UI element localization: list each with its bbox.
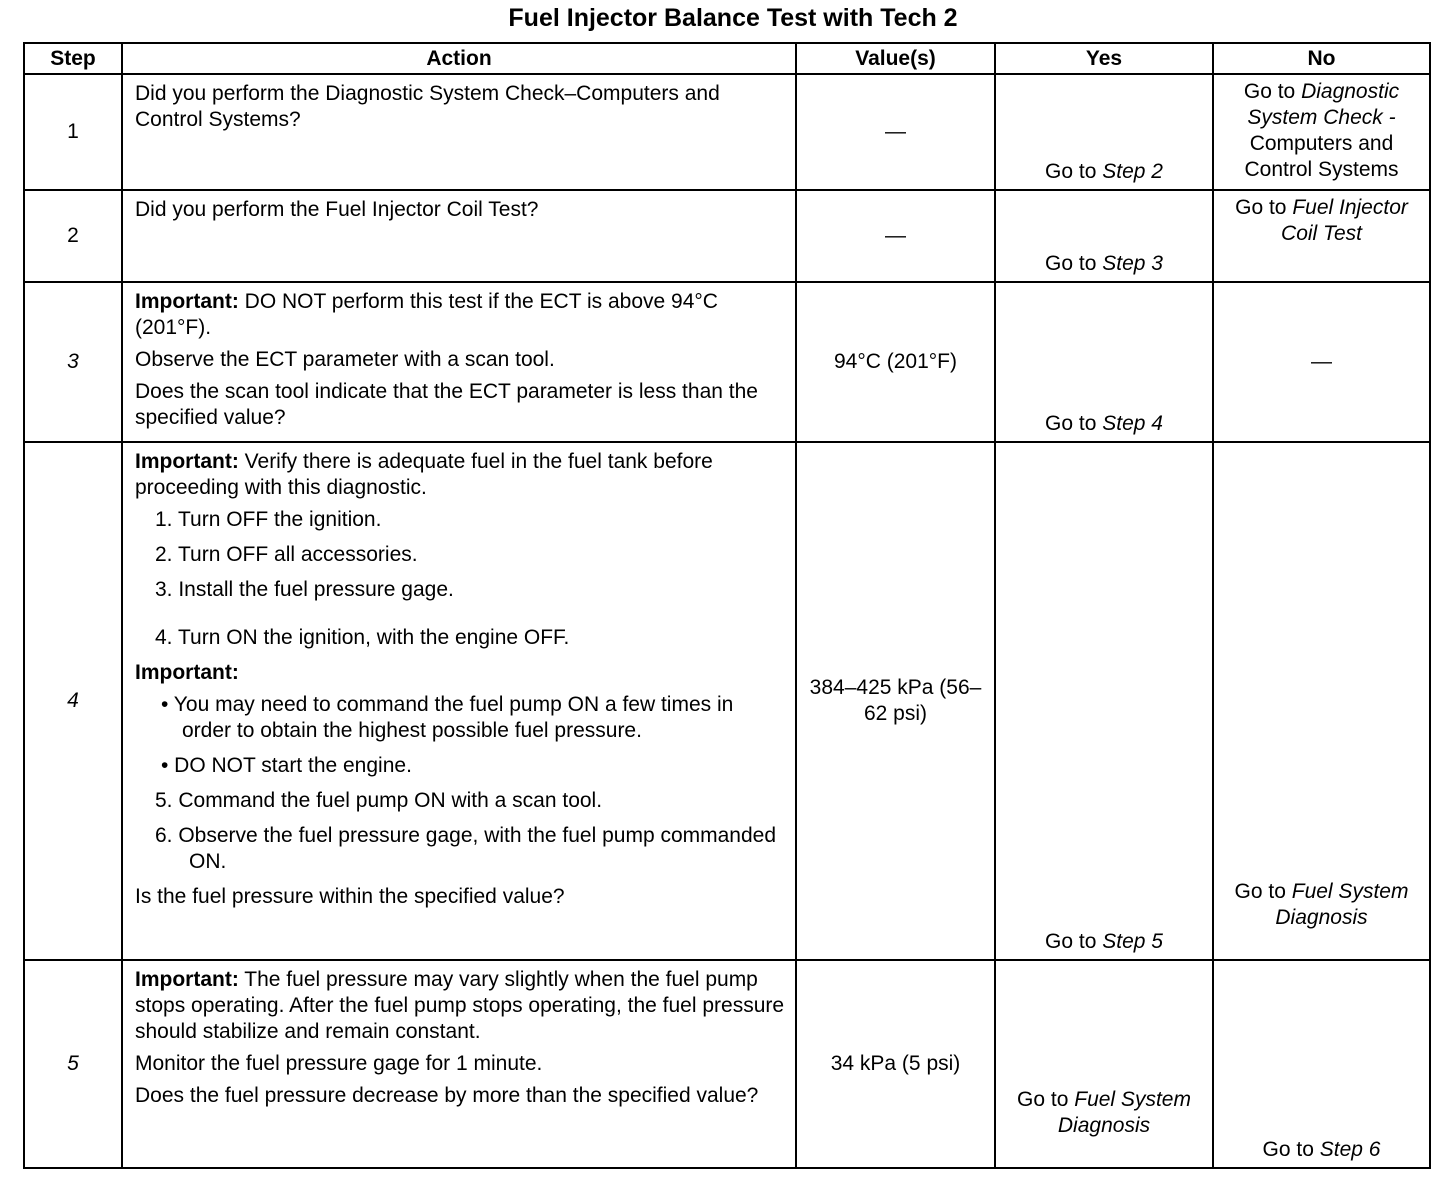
action-text: The fuel pressure may vary slightly when the fuel pump stops operating. After the fuel pump stops operating, the fuel pressure should stabilize and remain constant. [135,968,785,1043]
no-link-target: Step 6 [1319,1138,1381,1161]
action-num [155,542,785,568]
table-row [24,442,1430,960]
action-text: Does the scan tool indicate that the ECT parameter is less than the specified value? [135,380,758,429]
value-cell: 34 kPa (5 psi) [796,960,995,1168]
no-prefix: Go to [1234,880,1292,903]
no-cell [1213,442,1430,960]
action-cell [122,74,796,190]
action-cell [122,960,796,1168]
action-text: 2. Turn OFF all accessories. [155,543,418,566]
header-yes: Yes [995,43,1213,74]
table-row [24,282,1430,442]
action-bul [161,753,785,779]
action-text: DO NOT perform this test if the ECT is above 94°C (201°F). [135,290,718,339]
value-cell: — [796,74,995,190]
yes-link-target: Step 5 [1102,930,1163,953]
action-text: Is the fuel pressure within the specified value? [135,885,565,908]
action-text: 1. Turn OFF the ignition. [155,508,382,531]
header-action: Action [122,43,796,74]
yes-link-target: Step 2 [1102,160,1163,183]
value-cell: 94°C (201°F) [796,282,995,442]
important-label: Important: [135,450,239,473]
table-row [24,74,1430,190]
step-number: 2 [24,190,122,282]
yes-cell [995,74,1213,190]
action-text: Verify there is adequate fuel in the fuel tank before proceeding with this diagnostic. [135,450,713,499]
step-number: 1 [24,74,122,190]
action-p [135,1083,785,1109]
action-text: 6. Observe the fuel pressure gage, with the fuel pump commanded ON. [155,824,777,873]
action-p [135,660,785,686]
no-prefix: — [1311,350,1332,373]
no-cell [1213,960,1430,1168]
no-link-target: Fuel Injector Coil Test [1281,196,1408,245]
action-text: Does the fuel pressure decrease by more than the specified value? [135,1084,759,1107]
yes-prefix: Go to [1045,252,1103,275]
yes-cell [995,442,1213,960]
action-p [135,197,785,223]
yes-prefix: Go to [1045,412,1103,435]
action-cell [122,442,796,960]
header-row [24,43,1430,74]
action-text: 3. Install the fuel pressure gage. [155,578,454,601]
no-link-target: Fuel System Diagnosis [1275,880,1409,929]
action-num [155,788,785,814]
important-label: Important: [135,290,239,313]
no-link-target: Diagnostic System Check - [1247,80,1400,129]
no-prefix: Go to [1262,1138,1320,1161]
no-cell [1213,74,1430,190]
important-label: Important: [135,968,239,991]
action-text: Did you perform the Fuel Injector Coil Test? [135,198,539,221]
action-num [155,577,785,603]
no-prefix: Go to [1243,80,1302,103]
diagnostic-table [23,42,1431,1169]
action-p [135,884,785,910]
action-text: Monitor the fuel pressure gage for 1 minute. [135,1052,543,1075]
step-number: 4 [24,442,122,960]
action-p [135,967,785,1045]
no-cell [1213,282,1430,442]
value-cell: 384–425 kPa (56–62 psi) [796,442,995,960]
no-cell [1213,190,1430,282]
action-p [135,289,785,341]
yes-cell [995,960,1213,1168]
action-text: Observe the ECT parameter with a scan tool. [135,348,555,371]
action-num [155,507,785,533]
yes-prefix: Go to [1045,160,1103,183]
no-prefix: Go to [1235,196,1293,219]
yes-prefix: Go to [1045,930,1103,953]
yes-cell [995,190,1213,282]
action-p [135,379,785,431]
table-row [24,960,1430,1168]
action-p [135,347,785,373]
action-num [155,823,785,875]
yes-cell [995,282,1213,442]
yes-link-target: Fuel System Diagnosis [1057,1088,1191,1137]
yes-prefix: Go to [1017,1088,1075,1111]
value-cell: — [796,190,995,282]
step-number: 5 [24,960,122,1168]
action-text: 4. Turn ON the ignition, with the engine OFF. [155,626,570,649]
table-row [24,190,1430,282]
header-values: Value(s) [796,43,995,74]
step-number: 3 [24,282,122,442]
header-no: No [1213,43,1430,74]
action-text: 5. Command the fuel pump ON with a scan tool. [155,789,603,812]
yes-link-target: Step 3 [1102,252,1163,275]
action-cell [122,282,796,442]
yes-link-target: Step 4 [1102,412,1163,435]
header-step: Step [24,43,122,74]
table-body [24,74,1430,1168]
action-num [155,625,785,651]
action-bul [161,692,785,744]
action-p [135,1051,785,1077]
important-label: Important: [135,661,239,684]
action-p [135,449,785,501]
action-text: • DO NOT start the engine. [161,754,412,777]
action-text: • You may need to command the fuel pump ON a few times in order to obtain the highest possible fuel pressure. [161,693,734,742]
action-cell [122,190,796,282]
action-text: Did you perform the Diagnostic System Check–Computers and Control Systems? [135,82,720,131]
action-p [135,81,785,133]
document-title: Fuel Injector Balance Test with Tech 2 [508,4,958,32]
no-suffix: Computers and Control Systems [1244,132,1399,181]
